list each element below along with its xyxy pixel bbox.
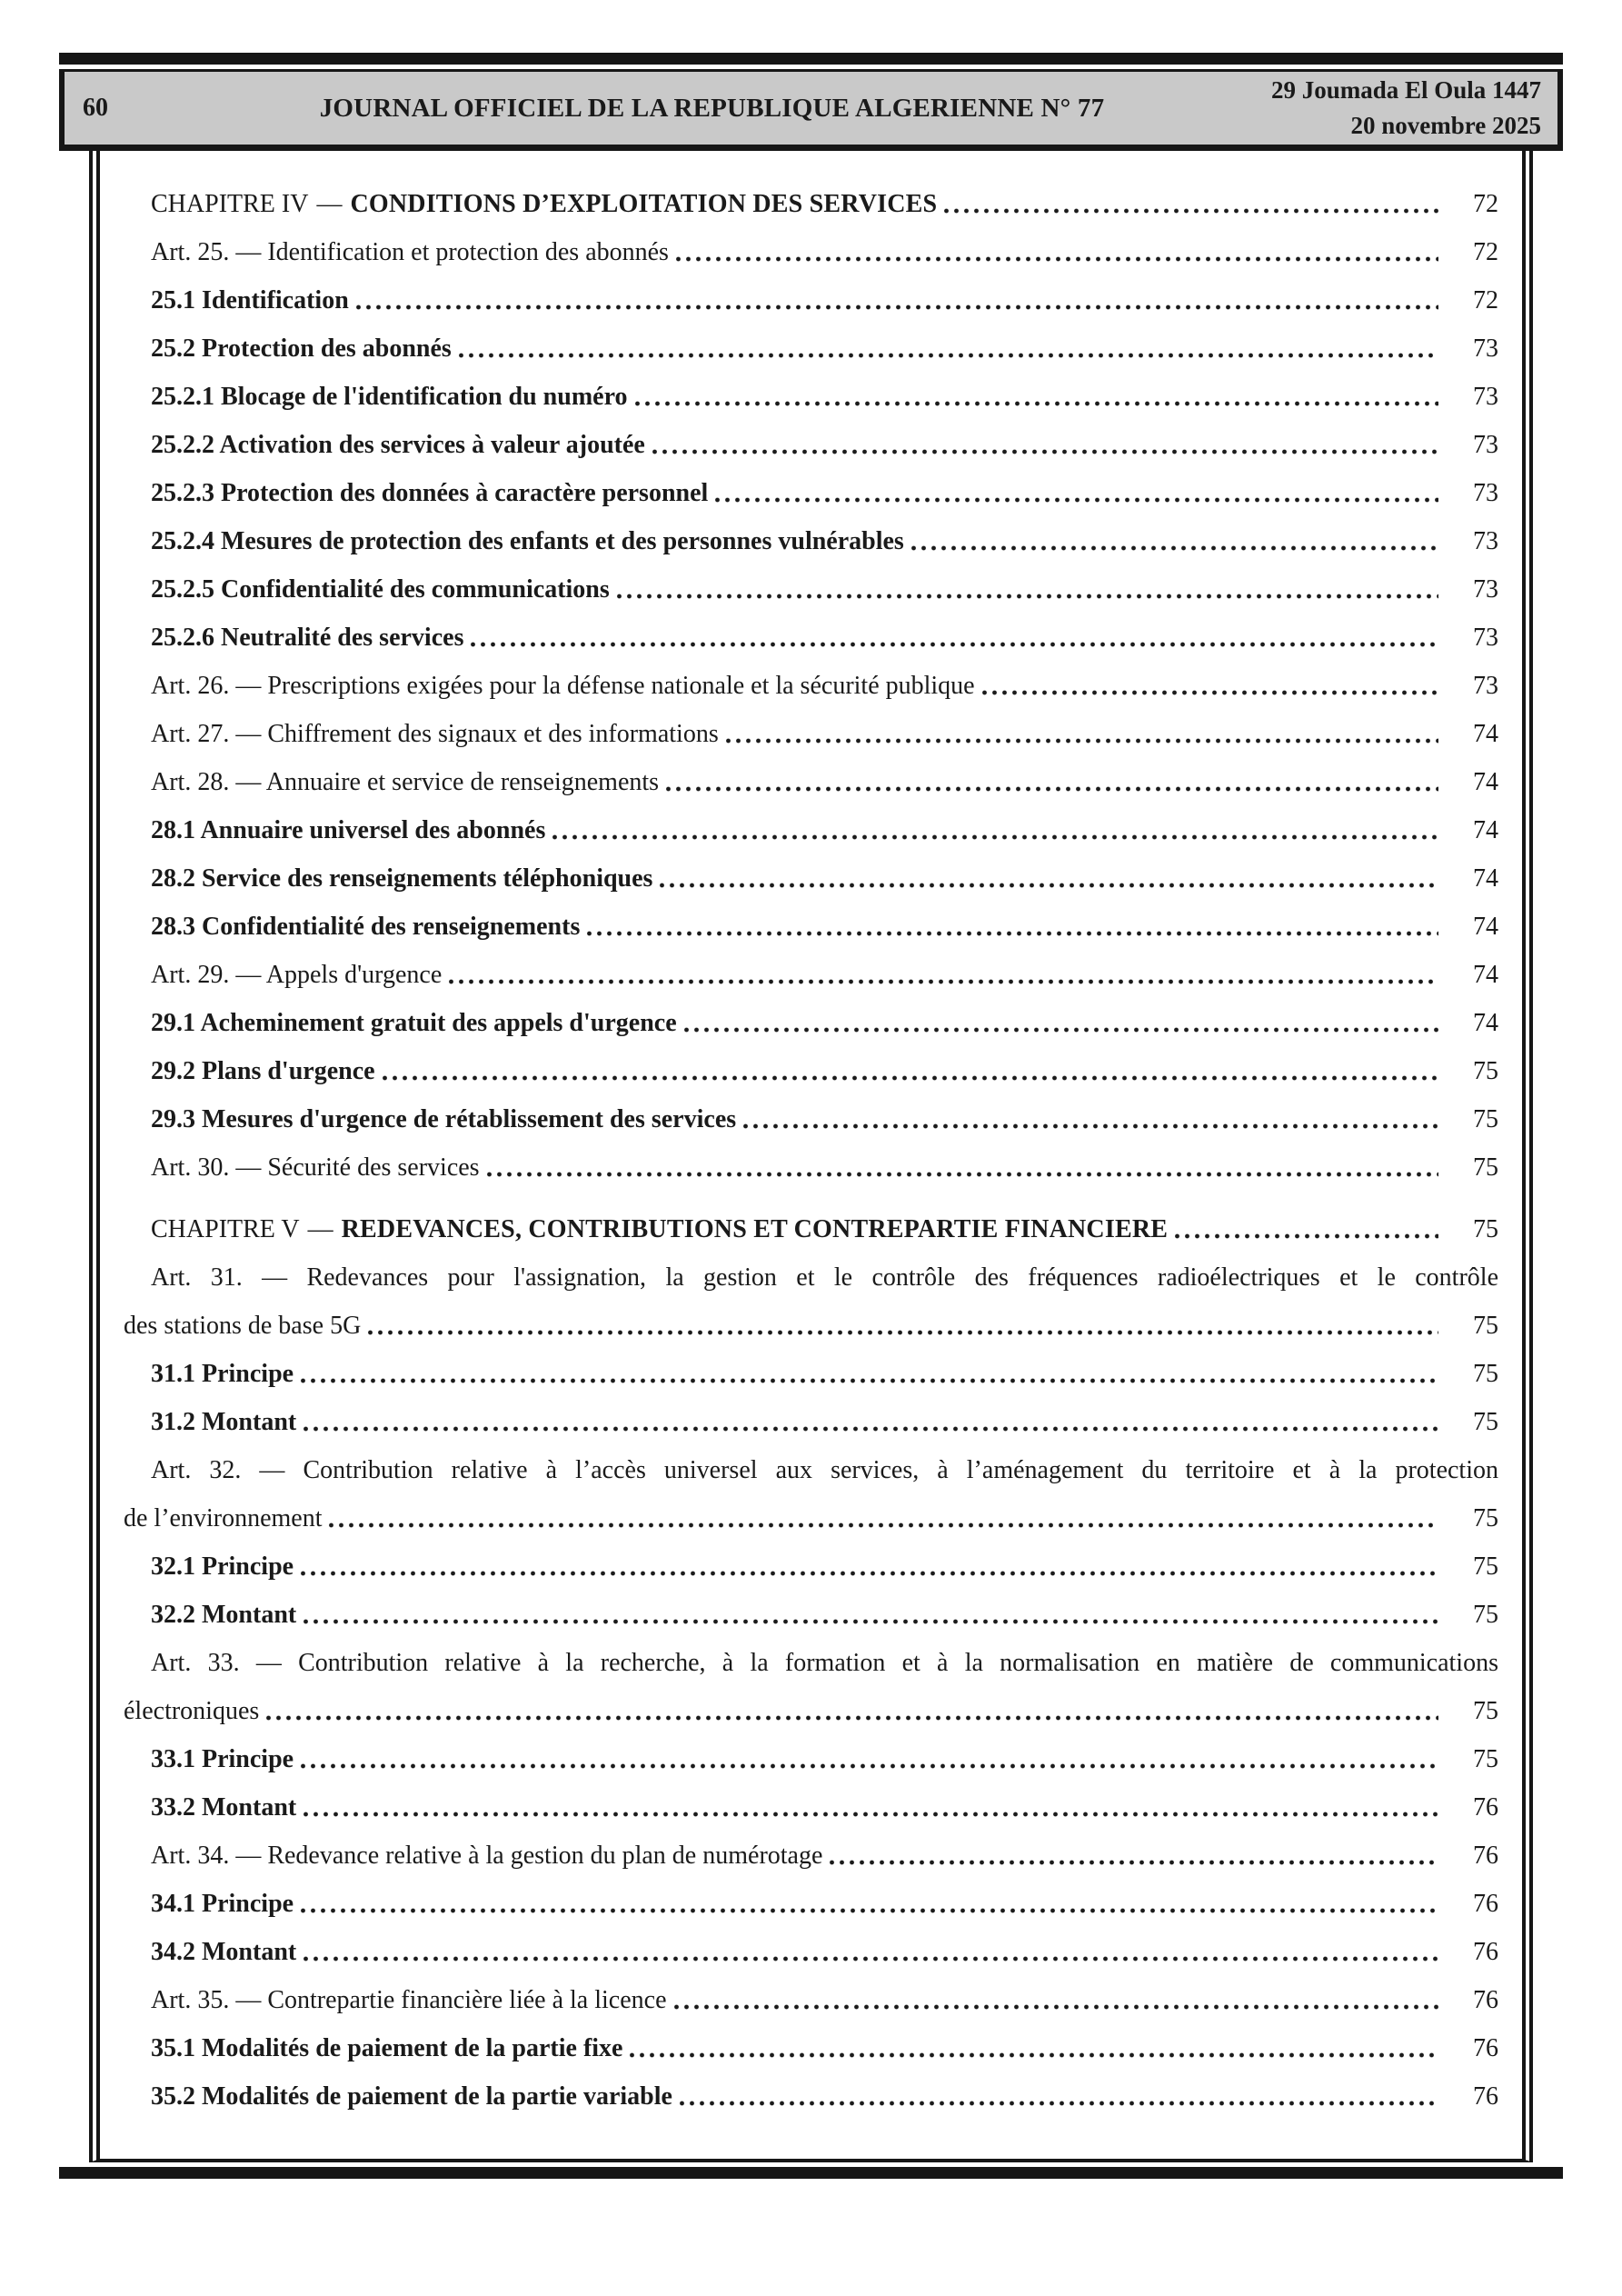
toc-entry bbox=[124, 1650, 1498, 1725]
toc-entry-label: 31.1 Principe bbox=[151, 1360, 294, 1388]
page-frame bbox=[59, 53, 1563, 2179]
dot-leader bbox=[383, 1075, 1438, 1081]
dot-leader bbox=[459, 353, 1438, 358]
toc-entry-line bbox=[124, 1553, 1498, 1581]
dot-leader bbox=[301, 1908, 1438, 1913]
dot-leader bbox=[587, 931, 1438, 936]
toc-entry-label: électroniques bbox=[124, 1697, 260, 1725]
toc-entry-line bbox=[124, 624, 1498, 652]
chapter-separator: — bbox=[316, 190, 343, 218]
journal-title: JOURNAL OFFICIEL DE LA REPUBLIQUE ALGERIENNE N° 77 bbox=[319, 93, 1105, 123]
toc-entry-label: 28.3 Confidentialité des renseignements bbox=[151, 913, 581, 941]
toc-page-number: 75 bbox=[1473, 1504, 1498, 1532]
toc-entry-line bbox=[124, 1409, 1498, 1436]
chapter-title: CONDITIONS D’EXPLOITATION DES SERVICES bbox=[350, 190, 938, 218]
toc-page-number: 76 bbox=[1473, 1890, 1498, 1918]
toc-entry-line bbox=[124, 1106, 1498, 1133]
toc-entry-label: de l’environnement bbox=[124, 1504, 323, 1532]
toc-entry-label: 28.1 Annuaire universel des abonnés bbox=[151, 816, 546, 844]
toc-entry bbox=[124, 673, 1498, 700]
toc-page-number: 76 bbox=[1473, 2034, 1498, 2062]
toc-entry-label: 25.2 Protection des abonnés bbox=[151, 334, 452, 363]
toc-entry-label: 25.2.2 Activation des services à valeur ajoutée bbox=[151, 431, 645, 459]
toc-entry-label: Art. 29. — Appels d'urgence bbox=[151, 961, 443, 989]
toc-entry bbox=[124, 1106, 1498, 1133]
toc-entry-line bbox=[124, 913, 1498, 941]
toc-entry-label: 29.3 Mesures d'urgence de rétablissement des services bbox=[151, 1105, 737, 1133]
dot-leader bbox=[356, 304, 1438, 310]
dot-leader bbox=[617, 594, 1438, 599]
toc-entry bbox=[124, 239, 1498, 266]
toc-entry bbox=[124, 1409, 1498, 1436]
toc-entry-label: Art. 30. — Sécurité des services bbox=[151, 1153, 480, 1182]
toc-entry-label: 29.2 Plans d'urgence bbox=[151, 1057, 375, 1085]
toc-page-number: 75 bbox=[1473, 1360, 1498, 1388]
dot-leader bbox=[329, 1522, 1438, 1528]
toc-page-number: 75 bbox=[1473, 1745, 1498, 1773]
toc-entry-label: 34.2 Montant bbox=[151, 1938, 297, 1966]
toc-entry bbox=[124, 1264, 1498, 1340]
toc-chapter-label bbox=[151, 1216, 1168, 1243]
toc-entry-label: 32.1 Principe bbox=[151, 1552, 294, 1581]
dot-leader bbox=[666, 786, 1438, 792]
toc-entry-line bbox=[124, 1746, 1498, 1773]
dot-leader bbox=[471, 642, 1438, 647]
toc-entry-line bbox=[124, 576, 1498, 604]
toc-page-number: 73 bbox=[1473, 334, 1498, 363]
toc-entry-line bbox=[124, 239, 1498, 266]
toc-entry-line bbox=[124, 1987, 1498, 2014]
dot-leader bbox=[674, 2004, 1438, 2010]
toc-entry-line bbox=[124, 2083, 1498, 2111]
toc-entry bbox=[124, 576, 1498, 604]
toc-entry-line bbox=[124, 1361, 1498, 1388]
chapter-number: CHAPITRE IV bbox=[151, 190, 309, 218]
dot-leader bbox=[944, 208, 1438, 214]
dot-leader bbox=[266, 1715, 1438, 1721]
toc-page-number: 72 bbox=[1473, 190, 1498, 218]
dot-leader bbox=[911, 545, 1438, 551]
toc-entry-line2 bbox=[124, 1505, 1498, 1532]
toc-entry bbox=[124, 1939, 1498, 1966]
toc-entry-line bbox=[124, 432, 1498, 459]
toc-entry bbox=[124, 913, 1498, 941]
toc-entry-line bbox=[124, 2035, 1498, 2062]
toc-entry-label: Art. 34. — Redevance relative à la gestion du plan de numérotage bbox=[151, 1842, 823, 1870]
chapter-separator: — bbox=[307, 1215, 333, 1243]
toc-entry bbox=[124, 384, 1498, 411]
dot-leader bbox=[684, 1027, 1438, 1033]
toc-entry bbox=[124, 1553, 1498, 1581]
toc-entry-line bbox=[124, 673, 1498, 700]
toc-entry bbox=[124, 1891, 1498, 1918]
toc-entry-label: Art. 28. — Annuaire et service de renseignements bbox=[151, 768, 660, 796]
toc-entry-label: 33.1 Principe bbox=[151, 1745, 294, 1773]
toc-page-number: 72 bbox=[1473, 238, 1498, 266]
toc-entry bbox=[124, 432, 1498, 459]
toc-entry bbox=[124, 1987, 1498, 2014]
toc-page-number: 75 bbox=[1473, 1312, 1498, 1340]
toc-page-number: 73 bbox=[1473, 479, 1498, 507]
dot-leader bbox=[487, 1172, 1438, 1177]
toc-entry-line bbox=[124, 769, 1498, 796]
chapter-title: REDEVANCES, CONTRIBUTIONS ET CONTREPARTIE FINANCIERE bbox=[341, 1215, 1169, 1243]
dot-leader bbox=[676, 256, 1438, 262]
toc-page-number: 74 bbox=[1473, 1009, 1498, 1037]
toc-entry-label: 25.2.1 Blocage de l'identification du numéro bbox=[151, 383, 628, 411]
dot-leader bbox=[304, 1812, 1438, 1817]
frame-bottom-rule bbox=[59, 2167, 1563, 2179]
toc-entry-line bbox=[124, 1842, 1498, 1870]
toc-entry-line bbox=[124, 287, 1498, 314]
toc-page-number: 74 bbox=[1473, 720, 1498, 748]
header-date-hijri: 29 Joumada El Oula 1447 bbox=[1270, 76, 1541, 104]
toc-entry-line1: Art. 32. — Contribution relative à l’accès universel aux services, à l’aménagement du territoire et à la protection bbox=[151, 1457, 1498, 1484]
dot-leader bbox=[304, 1956, 1438, 1962]
toc-entry bbox=[124, 480, 1498, 507]
toc-entry-line bbox=[124, 191, 1498, 218]
toc-entry-line bbox=[124, 1602, 1498, 1629]
toc-entry bbox=[124, 1842, 1498, 1870]
toc-page-number: 75 bbox=[1473, 1552, 1498, 1581]
toc-entry bbox=[124, 2035, 1498, 2062]
toc-entry-line bbox=[124, 1939, 1498, 1966]
toc-page-number: 75 bbox=[1473, 1408, 1498, 1436]
toc-entry-line bbox=[124, 1154, 1498, 1182]
toc-entry-label: Art. 27. — Chiffrement des signaux et des informations bbox=[151, 720, 719, 748]
dot-leader bbox=[726, 738, 1438, 744]
toc-entry bbox=[124, 1794, 1498, 1822]
toc-chapter-label bbox=[151, 191, 937, 218]
toc-page-number: 75 bbox=[1473, 1057, 1498, 1085]
toc-entry-line bbox=[124, 1010, 1498, 1037]
dot-leader bbox=[301, 1571, 1438, 1576]
toc-entry-label: 32.2 Montant bbox=[151, 1601, 297, 1629]
dot-leader bbox=[630, 2052, 1438, 2058]
toc-entry-line bbox=[124, 721, 1498, 748]
frame-top-rule bbox=[59, 53, 1563, 65]
toc-page-number: 76 bbox=[1473, 2082, 1498, 2111]
dot-leader bbox=[449, 979, 1438, 984]
toc-entry-line bbox=[124, 1058, 1498, 1085]
dot-leader bbox=[301, 1378, 1438, 1383]
dot-leader bbox=[1175, 1233, 1438, 1239]
toc-entry bbox=[124, 335, 1498, 363]
toc-page-number: 73 bbox=[1473, 527, 1498, 555]
toc-entry-label: 25.2.3 Protection des données à caractère personnel bbox=[151, 479, 709, 507]
toc-entry-label: Art. 25. — Identification et protection des abonnés bbox=[151, 238, 669, 266]
toc-entry bbox=[124, 1602, 1498, 1629]
toc-entry bbox=[124, 1746, 1498, 1773]
toc-page-number: 74 bbox=[1473, 961, 1498, 989]
toc-page-number: 75 bbox=[1473, 1601, 1498, 1629]
toc-page-number: 76 bbox=[1473, 1938, 1498, 1966]
toc-entry-line1: Art. 33. — Contribution relative à la recherche, à la formation et à la normalisation en matière de communications bbox=[151, 1650, 1498, 1677]
toc-entry bbox=[124, 721, 1498, 748]
toc-entry-label: des stations de base 5G bbox=[124, 1312, 362, 1340]
toc-page-number: 74 bbox=[1473, 913, 1498, 941]
toc-chapter-entry bbox=[124, 1216, 1498, 1243]
toc-entry-line bbox=[124, 335, 1498, 363]
toc-page-number: 75 bbox=[1473, 1105, 1498, 1133]
toc-entry-label: 28.2 Service des renseignements téléphoniques bbox=[151, 864, 653, 893]
toc-entry-line bbox=[124, 962, 1498, 989]
toc-page-number: 72 bbox=[1473, 286, 1498, 314]
toc-entry bbox=[124, 287, 1498, 314]
dot-leader bbox=[660, 883, 1438, 888]
toc-entry-line bbox=[124, 1794, 1498, 1822]
toc-page-number: 73 bbox=[1473, 575, 1498, 604]
toc-entry-line bbox=[124, 1891, 1498, 1918]
toc-page-number: 74 bbox=[1473, 864, 1498, 893]
header-date-gregorian: 20 novembre 2025 bbox=[1350, 112, 1541, 139]
toc-page-number: 75 bbox=[1473, 1153, 1498, 1182]
chapter-number: CHAPITRE V bbox=[151, 1215, 300, 1243]
toc-entry-line bbox=[124, 1216, 1498, 1243]
toc-entry bbox=[124, 817, 1498, 844]
toc-page-number: 73 bbox=[1473, 672, 1498, 700]
dot-leader bbox=[982, 690, 1438, 695]
dot-leader bbox=[304, 1619, 1438, 1624]
toc-page-number: 73 bbox=[1473, 383, 1498, 411]
dot-leader bbox=[304, 1426, 1438, 1432]
toc-entry-label: 33.2 Montant bbox=[151, 1793, 297, 1822]
dot-leader bbox=[680, 2101, 1438, 2106]
toc-entry bbox=[124, 624, 1498, 652]
toc-entry-label: Art. 26. — Prescriptions exigées pour la défense nationale et la sécurité publique bbox=[151, 672, 975, 700]
toc-entry bbox=[124, 2083, 1498, 2111]
dot-leader bbox=[715, 497, 1438, 503]
toc-entry-line bbox=[124, 865, 1498, 893]
toc-entry-label: 35.2 Modalités de paiement de la partie variable bbox=[151, 2082, 672, 2111]
dot-leader bbox=[635, 401, 1439, 406]
toc-entry-line2 bbox=[124, 1313, 1498, 1340]
toc-entry bbox=[124, 962, 1498, 989]
toc-entry-label: 34.1 Principe bbox=[151, 1890, 294, 1918]
table-of-contents bbox=[124, 191, 1498, 2111]
toc-chapter-entry bbox=[124, 191, 1498, 218]
toc-entry-label: 29.1 Acheminement gratuit des appels d'urgence bbox=[151, 1009, 677, 1037]
toc-entry bbox=[124, 1010, 1498, 1037]
toc-entry bbox=[124, 1457, 1498, 1532]
toc-page-number: 73 bbox=[1473, 624, 1498, 652]
toc-entry-label: 25.2.5 Confidentialité des communications bbox=[151, 575, 610, 604]
toc-entry-label: 25.1 Identification bbox=[151, 286, 349, 314]
toc-entry-label: 35.1 Modalités de paiement de la partie fixe bbox=[151, 2034, 623, 2062]
toc-page-number: 73 bbox=[1473, 431, 1498, 459]
dot-leader bbox=[552, 834, 1438, 840]
toc-entry bbox=[124, 1058, 1498, 1085]
toc-entry-line1: Art. 31. — Redevances pour l'assignation, la gestion et le contrôle des fréquences radioélectriques et le contrôle bbox=[151, 1264, 1498, 1292]
journal-header bbox=[59, 69, 1563, 151]
toc-page-number: 76 bbox=[1473, 1793, 1498, 1822]
toc-entry bbox=[124, 1154, 1498, 1182]
toc-entry-label: 25.2.4 Mesures de protection des enfants et des personnes vulnérables bbox=[151, 527, 904, 555]
toc-entry-line bbox=[124, 480, 1498, 507]
dot-leader bbox=[830, 1860, 1438, 1865]
toc-entry-label: Art. 35. — Contrepartie financière liée à la licence bbox=[151, 1986, 667, 2014]
toc-page-number: 74 bbox=[1473, 768, 1498, 796]
dot-leader bbox=[368, 1330, 1438, 1335]
toc-entry-line2 bbox=[124, 1698, 1498, 1725]
toc-page-number: 76 bbox=[1473, 1986, 1498, 2014]
toc-page-number: 75 bbox=[1473, 1697, 1498, 1725]
toc-entry-label: 25.2.6 Neutralité des services bbox=[151, 624, 464, 652]
dot-leader bbox=[301, 1763, 1438, 1769]
toc-entry bbox=[124, 865, 1498, 893]
toc-page-number: 74 bbox=[1473, 816, 1498, 844]
toc-entry-label: 31.2 Montant bbox=[151, 1408, 297, 1436]
toc-entry-line bbox=[124, 528, 1498, 555]
header-page-number: 60 bbox=[83, 94, 108, 122]
toc-page-number: 75 bbox=[1473, 1215, 1498, 1243]
toc-entry bbox=[124, 1361, 1498, 1388]
toc-entry-line bbox=[124, 817, 1498, 844]
toc-page-number: 76 bbox=[1473, 1842, 1498, 1870]
toc-entry-line bbox=[124, 384, 1498, 411]
dot-leader bbox=[652, 449, 1438, 454]
toc-entry bbox=[124, 769, 1498, 796]
toc-entry bbox=[124, 528, 1498, 555]
dot-leader bbox=[743, 1123, 1438, 1129]
toc-body bbox=[89, 151, 1533, 2162]
header-dates bbox=[1232, 73, 1541, 144]
